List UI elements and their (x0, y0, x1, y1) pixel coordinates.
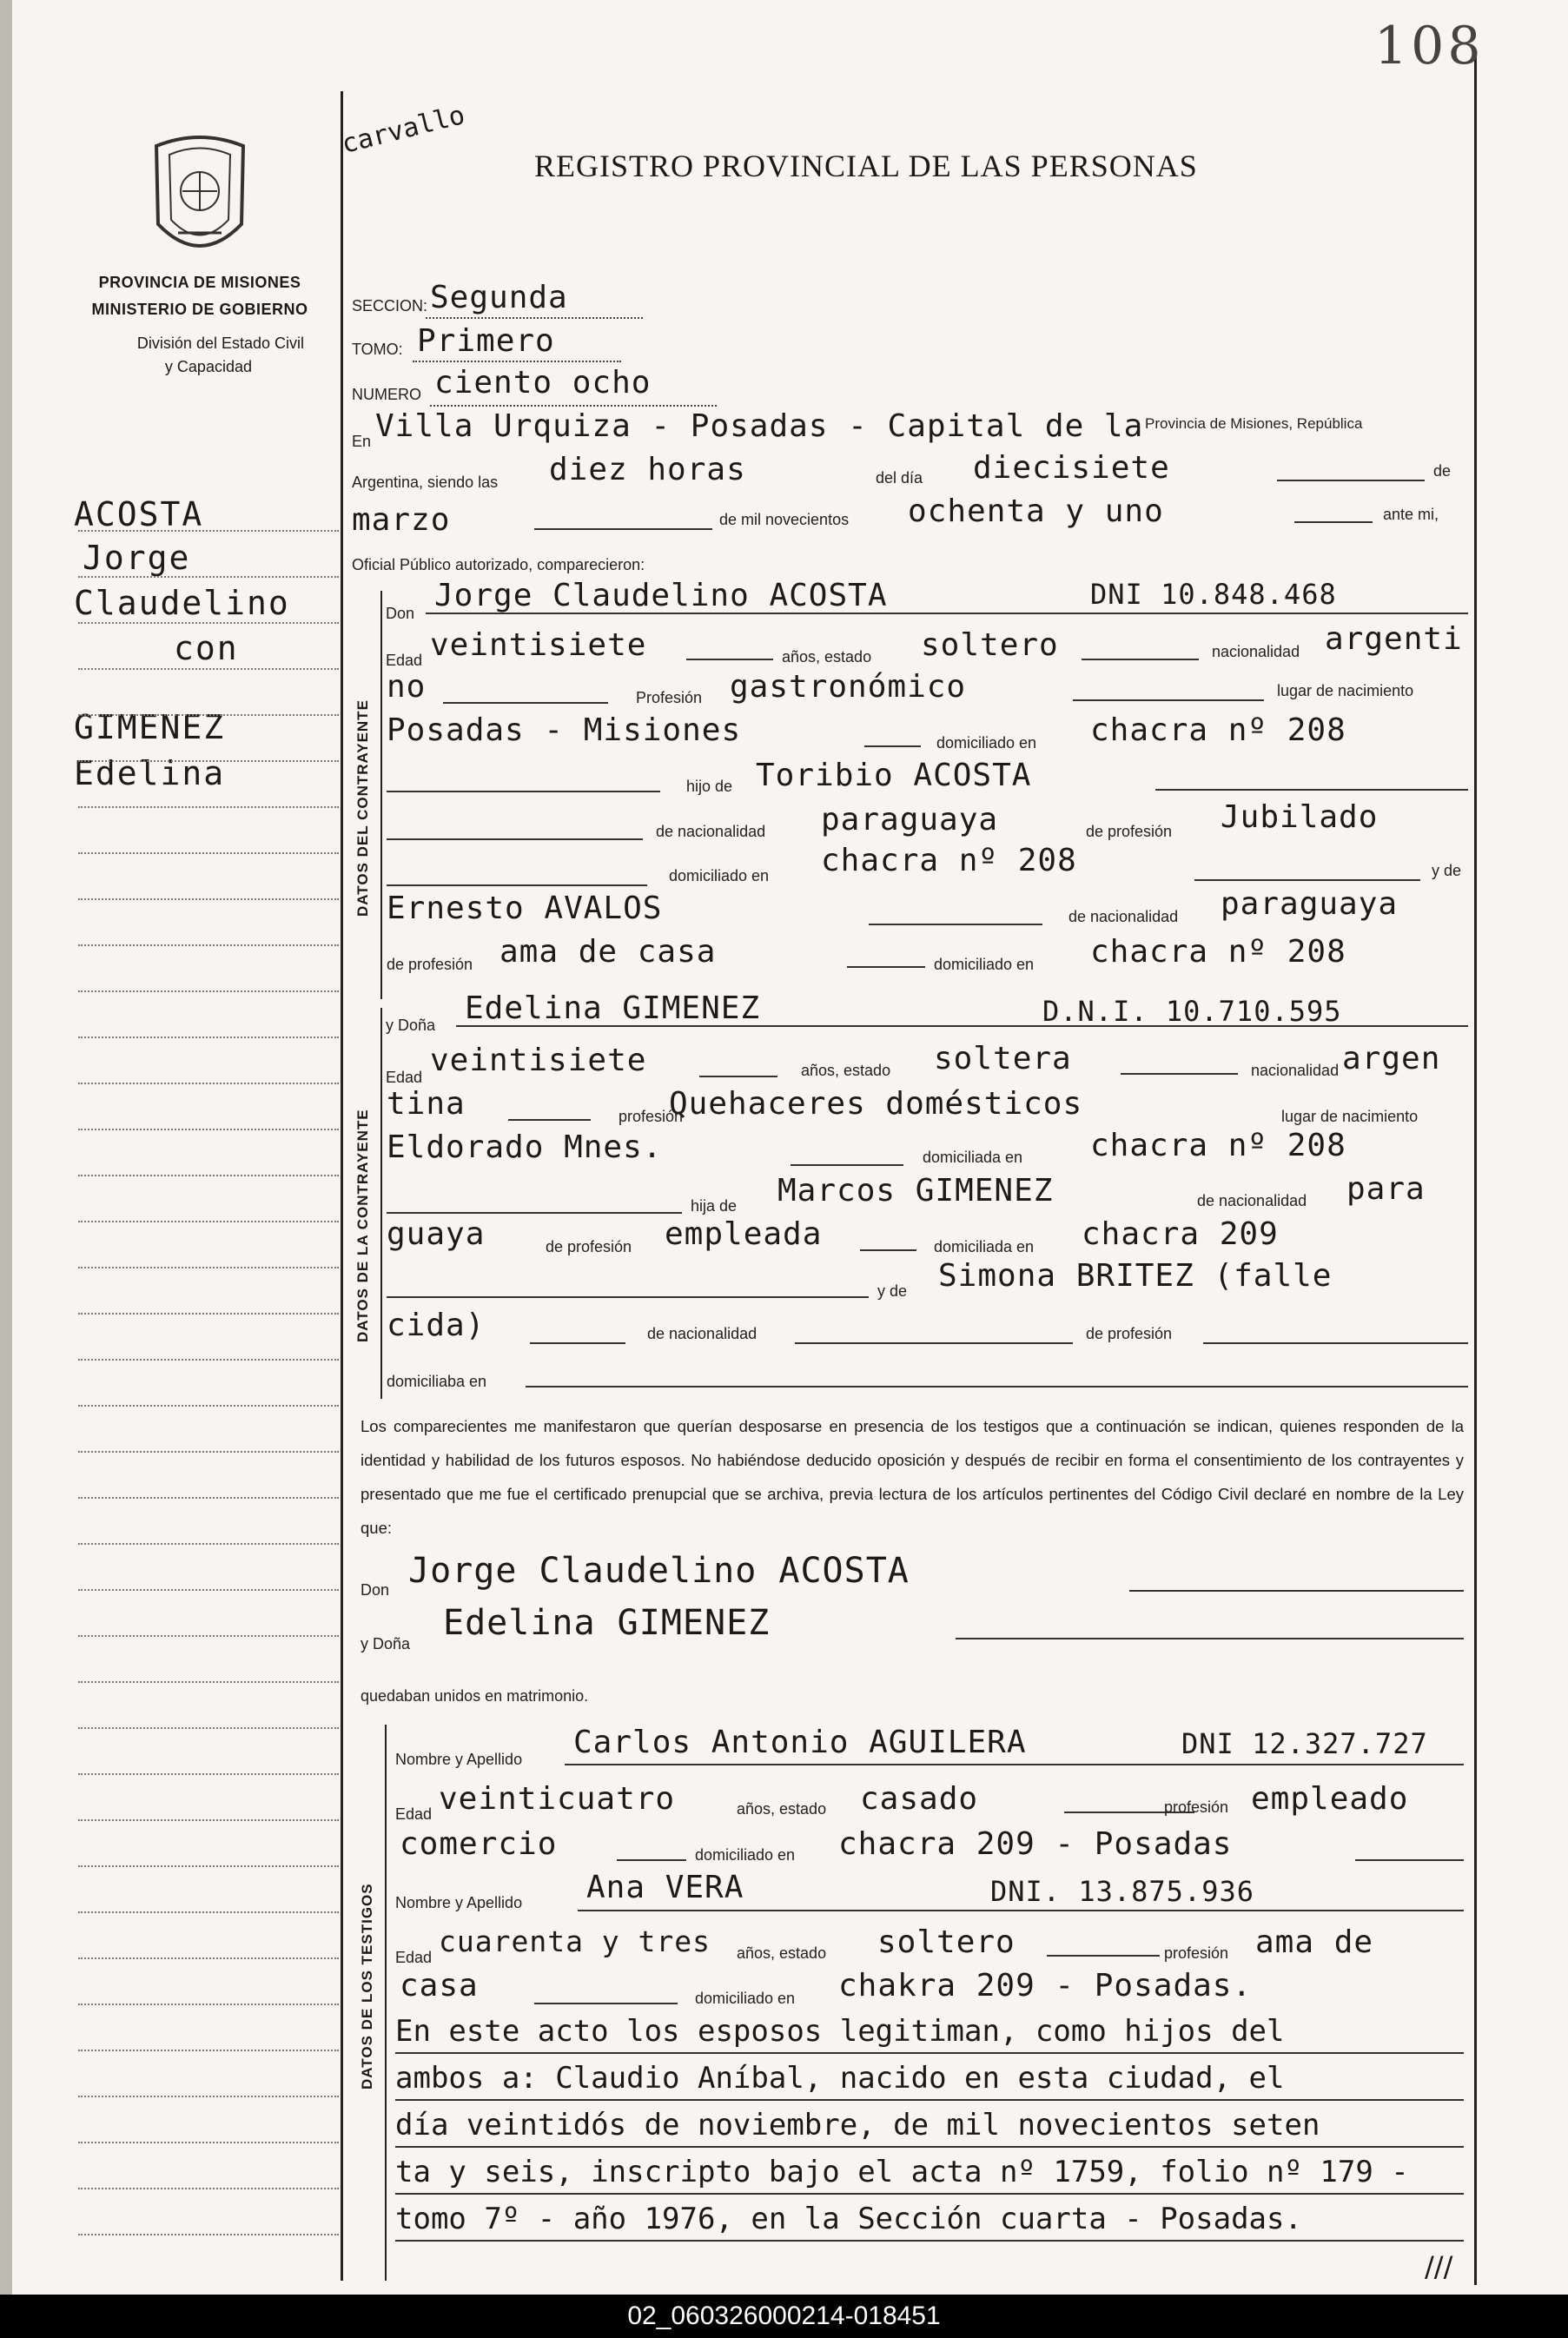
groom-mother: Ernesto AVALOS (387, 891, 663, 926)
numero-value: ciento ocho (434, 365, 652, 401)
right-margin-border (1474, 52, 1477, 2285)
w1-prof-a: empleado (1251, 1781, 1409, 1817)
contrayenta-section-label: DATOS DE LA CONTRAYENTE (354, 1109, 371, 1342)
bride-hija-leadline (387, 1212, 682, 1214)
oficial-text: Oficial Público autorizado, comparecieron: (352, 556, 645, 573)
bride-mother-dom-label: domiciliaba en (387, 1373, 487, 1390)
legitimation-note-line-3: día veintidós de noviembre, de mil novecientos seten (395, 2108, 1320, 2143)
w2-prof-b: casa (400, 1968, 479, 2004)
w2-domicilio-label: domiciliado en (695, 1990, 796, 2007)
decl-groom: Jorge Claudelino ACOSTA (408, 1551, 910, 1591)
seccion-label: SECCION: (352, 297, 428, 315)
legitimation-note-line-1: En este acto los esposos legitiman, como hijos del (395, 2014, 1285, 2049)
agency-province: PROVINCIA DE MISIONES (98, 274, 301, 291)
margin-surname-bride: GIMENEZ (74, 708, 226, 746)
margin-ruled-line (78, 1911, 339, 1913)
mes-value: marzo (352, 502, 451, 538)
groom-hijo-label: hijo de (686, 778, 733, 795)
bride-father-prof-underline (860, 1249, 916, 1251)
w1-domicilio-label: domiciliado en (695, 1846, 796, 1864)
note-underline-1 (395, 2052, 1464, 2054)
w1-edad: veinticuatro (439, 1781, 676, 1817)
bride-mother-a: Simona BRITEZ (falle (938, 1258, 1333, 1294)
margin-ruled-line (78, 1083, 339, 1084)
groom-father-nac: paraguaya (821, 802, 999, 838)
bride-estado: soltera (934, 1041, 1072, 1076)
groom-father-nac-label: de nacionalidad (656, 823, 766, 840)
groom-mother-prof-underline (847, 966, 925, 968)
margin-ruled-line (78, 1129, 339, 1130)
groom-father: Toribio ACOSTA (756, 758, 1032, 793)
w1-name-underline (565, 1764, 1464, 1765)
image-id-footer: 02_060326000214-018451 (0, 2295, 1568, 2338)
left-margin-border (341, 91, 343, 2281)
bride-edad-underline (699, 1076, 777, 1077)
margin-ruled-line (78, 668, 339, 670)
w2-nombre-label: Nombre y Apellido (395, 1894, 523, 1911)
groom-domicilio: chacra nº 208 (1090, 712, 1346, 748)
groom-father-underline (1155, 789, 1468, 791)
groom-domicilio-label: domiciliado en (936, 734, 1037, 752)
de-mil-label: de mil novecientos (719, 511, 850, 528)
groom-profesion: gastronómico (730, 669, 967, 705)
bride-father-nac-label: de nacionalidad (1197, 1192, 1307, 1209)
margin-ruled-line (78, 622, 339, 624)
page-left-edge (0, 0, 12, 2295)
margin-ruled-line (78, 2142, 339, 2143)
bride-estado-underline (1121, 1073, 1238, 1075)
groom-nacionalidad-b: no (387, 669, 427, 705)
w1-prof-b: comercio (400, 1826, 558, 1862)
declaration-paragraph: Los comparecientes me manifestaron que querían desposarse en presencia de los testigos que a continuación se indican, quienes responden de la identidad y habilidad de los futuros esposos. No habiéndose deducido oposición y después de recibir en forma el consentimiento de los contrayentes y presentado que me fue el certificado prenupcial que se archiva, previa lectura de los artículos pertinentes del Código Civil declaré en nombre de la Ley que: (361, 1417, 1464, 1537)
margin-ruled-line (78, 1405, 339, 1407)
bride-father-nac-a: para (1346, 1171, 1426, 1207)
numero-label: NUMERO (352, 386, 421, 403)
seccion-value: Segunda (430, 280, 568, 315)
margin-ruled-line (78, 1221, 339, 1222)
groom-y-de-label: y de (1432, 862, 1462, 879)
groom-mother-dom: chacra nº 208 (1090, 934, 1346, 970)
groom-father-prof-label: de profesión (1086, 823, 1173, 840)
margin-ruled-line (78, 1451, 339, 1453)
margin-ruled-line (78, 1175, 339, 1176)
groom-nac-b-underline (443, 702, 608, 704)
groom-edad: veintisiete (430, 627, 647, 663)
bride-father-prof: empleada (665, 1216, 823, 1252)
margin-name-bride: Edelina (74, 754, 226, 792)
bride-father-dom: chacra 209 (1082, 1216, 1279, 1252)
margin-ruled-line (78, 852, 339, 854)
bride-lugar: Eldorado Mnes. (387, 1129, 663, 1165)
bride-edad-label: Edad (386, 1069, 423, 1086)
w2-dom: chakra 209 - Posadas. (838, 1968, 1253, 2004)
page-title: REGISTRO PROVINCIAL DE LAS PERSONAS (534, 149, 1198, 183)
margin-ruled-line (78, 2004, 339, 2005)
bride-y-de-label: y de (877, 1282, 908, 1300)
w2-edad: cuarenta y tres (439, 1924, 711, 1958)
bride-hija-label: hija de (691, 1197, 738, 1215)
margin-ruled-line (78, 2234, 339, 2235)
groom-mother-nac-label: de nacionalidad (1068, 908, 1179, 925)
decl-dona-label: y Doña (361, 1635, 411, 1652)
groom-edad-underline (686, 659, 773, 660)
bride-profesion: Quehaceres domésticos (669, 1086, 1083, 1122)
de-label: de (1433, 462, 1452, 480)
contrayenta-bracket (380, 1008, 382, 1399)
margin-name-groom-2: Claudelino (74, 584, 290, 622)
groom-mother-dom-label: domiciliado en (934, 956, 1035, 973)
margin-ruled-line (78, 1037, 339, 1038)
margin-ruled-line (78, 2050, 339, 2051)
w2-dni: DNI. 13.875.936 (990, 1875, 1254, 1908)
bride-domicilio: chacra nº 208 (1090, 1128, 1346, 1163)
bride-lugar-label: lugar de nacimiento (1281, 1108, 1419, 1125)
groom-father-dom-underline (1194, 879, 1420, 881)
groom-father-dom: chacra nº 208 (821, 843, 1077, 878)
legitimation-note-line-5: tomo 7º - año 1976, en la Sección cuarta - Posadas. (395, 2202, 1302, 2236)
groom-nacionalidad-a: argenti (1325, 621, 1463, 657)
bride-mother-nac-underline (795, 1342, 1073, 1344)
bride-mother-b: cida) (387, 1308, 486, 1343)
margin-ruled-line (78, 898, 339, 900)
note-underline-2 (395, 2099, 1464, 2101)
margin-connector: con (174, 629, 239, 667)
bride-nacionalidad-b: tina (387, 1086, 466, 1122)
groom-father-prof: Jubilado (1221, 799, 1379, 835)
note-underline-4 (395, 2193, 1464, 2195)
w1-profesion-label: profesión (1164, 1798, 1229, 1816)
margin-ruled-line (78, 806, 339, 808)
bride-nacionalidad-a: argen (1342, 1041, 1441, 1076)
groom-mother-prof: ama de casa (500, 934, 717, 970)
bride-nac-b-underline (508, 1119, 591, 1121)
contrayente-section-label: DATOS DEL CONTRAYENTE (354, 699, 371, 917)
bride-nacionalidad-label: nacionalidad (1251, 1062, 1340, 1079)
w2-prof-a: ama de (1255, 1924, 1374, 1960)
bride-y-de-leadline (387, 1296, 869, 1298)
margin-ruled-line (78, 760, 339, 762)
groom-mother-nac: paraguaya (1221, 886, 1399, 922)
w1-dom-underline (1355, 1859, 1464, 1861)
w1-dni: DNI 12.327.727 (1181, 1727, 1428, 1760)
groom-father-dom-leadline (387, 884, 647, 886)
groom-edad-label: Edad (386, 652, 423, 669)
tomo-value: Primero (417, 323, 555, 359)
tomo-label: TOMO: (352, 341, 403, 358)
margin-ruled-line (78, 576, 339, 578)
bride-anos-estado-label: años, estado (801, 1062, 891, 1079)
en-label: En (352, 433, 372, 450)
w2-edad-label: Edad (395, 1949, 433, 1966)
del-dia-label: del día (876, 469, 923, 487)
groom-don-label: Don (386, 605, 415, 622)
margin-ruled-line (78, 2188, 339, 2189)
w2-estado: soltero (877, 1924, 1016, 1960)
bride-father-dom-label: domiciliada en (934, 1238, 1035, 1255)
argentina-text: Argentina, siendo las (352, 474, 499, 491)
margin-surname-groom: ACOSTA (74, 495, 204, 533)
agency-capacity: y Capacidad (164, 358, 252, 375)
bride-mother-prof-label: de profesión (1086, 1325, 1173, 1342)
bride-profesion-label: profesión (619, 1108, 684, 1125)
w2-profesion-label: profesión (1164, 1944, 1229, 1962)
groom-father-dom-label: domiciliado en (669, 867, 770, 884)
margin-ruled-line (78, 990, 339, 992)
decl-united-text: quedaban unidos en matrimonio. (361, 1687, 589, 1705)
margin-ruled-line (78, 1819, 339, 1821)
decl-groom-underline (1129, 1590, 1464, 1592)
w1-estado: casado (860, 1781, 979, 1817)
bride-dona-label: y Doña (386, 1017, 436, 1034)
handwritten-annotation: carvallo (338, 100, 468, 160)
numero-underline (430, 405, 717, 407)
margin-ruled-line (78, 714, 339, 716)
margin-ruled-line (78, 2096, 339, 2097)
ante-mi-text: ante mi, (1383, 506, 1439, 523)
groom-estado-underline (1082, 659, 1199, 660)
hora-value: diez horas (549, 452, 746, 487)
testigos-bracket (385, 1725, 387, 2281)
anio-value: ochenta y uno (908, 493, 1164, 529)
tomo-underline (413, 361, 621, 362)
groom-profesion-label: Profesión (636, 689, 703, 706)
closing-tick-marks: /// (1425, 2250, 1453, 2283)
bride-mother-dom-underline (526, 1386, 1468, 1388)
groom-prof-underline (1073, 699, 1264, 701)
place-value: Villa Urquiza - Posadas - Capital de la (375, 408, 1144, 444)
groom-nacionalidad-label: nacionalidad (1212, 643, 1300, 660)
groom-estado: soltero (921, 627, 1059, 663)
testigos-section-label: DATOS DE LOS TESTIGOS (359, 1883, 375, 2090)
decl-bride-underline (956, 1638, 1464, 1639)
dia-underline (1277, 480, 1425, 481)
bride-father: Marcos GIMENEZ (777, 1173, 1054, 1209)
margin-ruled-line (78, 1635, 339, 1637)
margin-ruled-line (78, 1359, 339, 1361)
margin-ruled-line (78, 1727, 339, 1729)
groom-hijo-leadline (387, 791, 660, 792)
bride-name: Edelina GIMENEZ (465, 990, 761, 1026)
margin-ruled-line (78, 1681, 339, 1683)
w1-name: Carlos Antonio AGUILERA (573, 1725, 1027, 1760)
margin-ruled-line (78, 1865, 339, 1867)
groom-lugar-underline (864, 745, 921, 747)
seccion-underline (426, 317, 643, 319)
groom-father-leadline (387, 838, 643, 840)
bride-mother-b-underline (530, 1342, 625, 1344)
w1-dom: chacra 209 - Posadas (838, 1826, 1233, 1862)
groom-mother-prof-label: de profesión (387, 956, 473, 973)
mes-underline (534, 528, 712, 530)
margin-ruled-line (78, 1957, 339, 1959)
margin-ruled-line (78, 530, 339, 532)
margin-ruled-line (78, 1543, 339, 1545)
margin-ruled-line (78, 944, 339, 946)
w1-edad-label: Edad (395, 1805, 433, 1823)
dia-value: diecisiete (973, 450, 1170, 486)
w2-name: Ana VERA (586, 1870, 744, 1905)
bride-domicilio-label: domiciliada en (923, 1149, 1023, 1166)
legitimation-note-line-4: ta y seis, inscripto bajo el acta nº 1759, folio nº 179 - (395, 2155, 1409, 2189)
bride-mother-prof-underline (1203, 1342, 1468, 1344)
groom-anos-estado-label: años, estado (782, 648, 872, 666)
w2-estado-underline (1047, 1955, 1160, 1957)
note-underline-3 (395, 2146, 1464, 2148)
bride-dni: D.N.I. 10.710.595 (1042, 995, 1342, 1028)
page-number: 108 (1374, 16, 1485, 76)
w2-name-underline (578, 1910, 1464, 1911)
decl-don-label: Don (361, 1581, 390, 1599)
w2-anos-estado-label: años, estado (737, 1944, 827, 1962)
bride-name-underline (456, 1025, 1468, 1027)
margin-name-groom-1: Jorge (83, 539, 191, 577)
margin-ruled-line (78, 1313, 339, 1315)
groom-lugar-label: lugar de nacimiento (1277, 682, 1414, 699)
groom-name-underline (426, 613, 1468, 614)
margin-ruled-line (78, 1773, 339, 1775)
legitimation-note-line-2: ambos a: Claudio Aníbal, nacido en esta ciudad, el (395, 2061, 1285, 2096)
bride-edad: veintisiete (430, 1043, 647, 1078)
w2-prof-b-underline (534, 2003, 678, 2004)
margin-ruled-line (78, 1267, 339, 1268)
contrayente-bracket (380, 591, 382, 999)
margin-ruled-line (78, 1589, 339, 1591)
w1-prof-b-underline (617, 1859, 686, 1861)
note-underline-5 (395, 2240, 1464, 2242)
anio-underline (1294, 521, 1373, 523)
coat-of-arms-seal-icon (139, 129, 261, 268)
bride-father-prof-label: de profesión (546, 1238, 632, 1255)
w1-nombre-label: Nombre y Apellido (395, 1751, 523, 1768)
w1-anos-estado-label: años, estado (737, 1800, 827, 1818)
groom-name: Jorge Claudelino ACOSTA (434, 578, 888, 613)
bride-father-nac-b: guaya (387, 1216, 486, 1252)
margin-ruled-line (78, 1497, 339, 1499)
groom-mother-underline (869, 924, 1042, 925)
bride-lugar-underline (791, 1164, 903, 1166)
provincia-text: Provincia de Misiones, República (1145, 415, 1363, 432)
decl-bride: Edelina GIMENEZ (443, 1603, 771, 1643)
agency-division: División del Estado Civil (136, 334, 304, 352)
agency-ministry: MINISTERIO DE GOBIERNO (91, 301, 308, 318)
groom-dni: DNI 10.848.468 (1090, 578, 1337, 611)
bride-mother-nac-label: de nacionalidad (647, 1325, 758, 1342)
groom-lugar: Posadas - Misiones (387, 712, 742, 748)
